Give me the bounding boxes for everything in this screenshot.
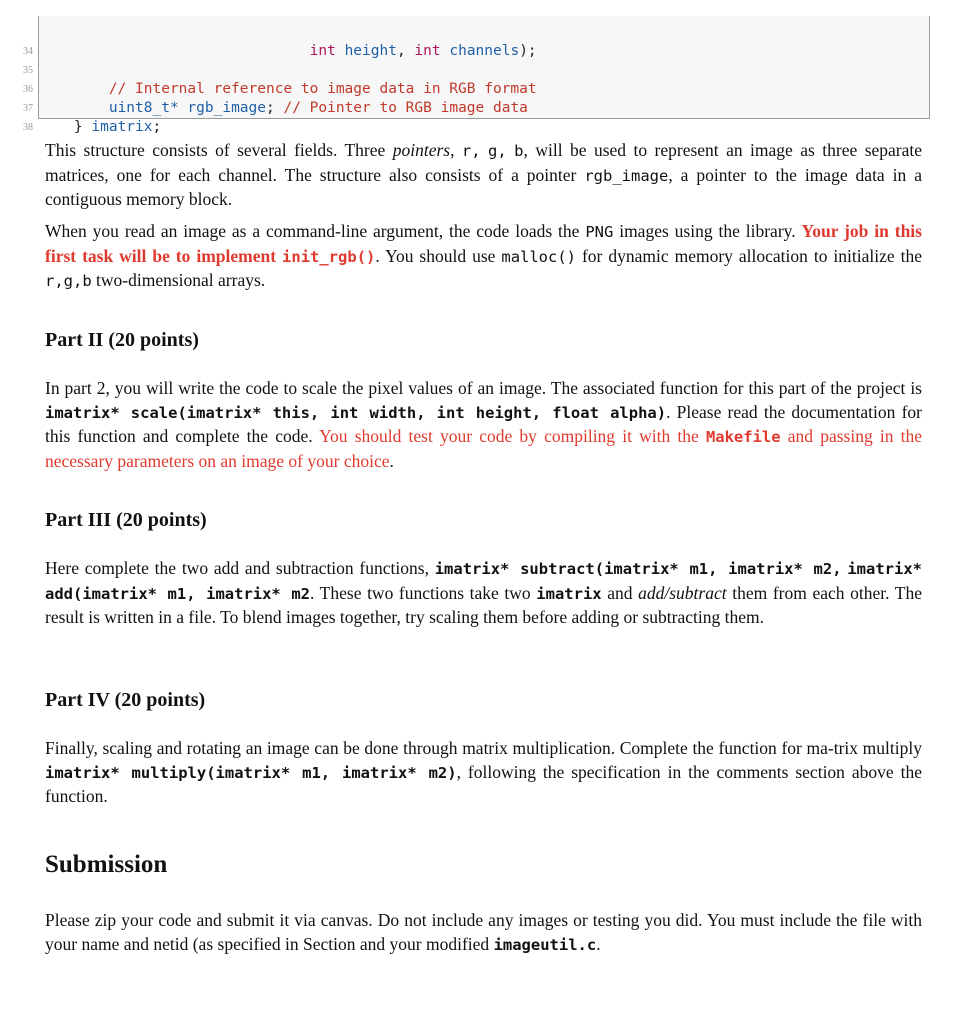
code-makefile: Makefile <box>705 428 781 446</box>
part-3-heading: Part III (20 points) <box>45 509 207 531</box>
emphasis-add-subtract: add/subtract <box>638 582 727 603</box>
text: Please zip your code and submit it via canvas. Do not include any images or testing you did. You must include the file with your name and netid (as specified in Section and your modified <box>45 910 922 954</box>
code-r: r, <box>461 142 481 160</box>
text: two-dimensional arrays. <box>91 270 266 290</box>
code-identifier: imatrix <box>91 119 153 135</box>
code-identifier: channels <box>449 43 520 59</box>
text: , a pointer to the image data in a contiguous memory block. <box>45 164 922 209</box>
text: them from each other. The result is written in a file. To blend images together, try scaling them before adding or subtracting them. <box>45 582 922 627</box>
submission-paragraph <box>45 909 922 957</box>
text: When you read an image as a command-line argument, the code loads the <box>45 221 586 241</box>
text: and <box>601 582 639 603</box>
part-4-heading: Part IV (20 points) <box>45 689 206 711</box>
part-2-heading: Part II (20 points) <box>45 329 199 351</box>
code-g: g, <box>488 142 507 160</box>
text: . Please read the documentation for this function and complete the code. <box>45 401 922 446</box>
code-b: b <box>514 142 524 160</box>
code-punct: ; <box>266 100 275 116</box>
code-brace: } <box>73 119 83 135</box>
structure-description-paragraph <box>45 139 922 212</box>
line-number: 37 <box>23 103 33 114</box>
line-number: 36 <box>23 84 33 95</box>
text: , will be used to represent an image as three separate matrices, one for each channel. The structure also consists of a pointer <box>45 140 923 185</box>
code-keyword: int <box>414 43 441 59</box>
test-highlight: and passing in the necessary parameters on an image of your choice <box>45 426 923 471</box>
submission-heading: Submission <box>45 851 168 878</box>
first-task-paragraph <box>45 220 922 294</box>
task-highlight: Your job in this first task will be to implement <box>45 221 922 266</box>
code-type: uint8_t* <box>108 100 179 116</box>
line-number: 34 <box>23 46 33 57</box>
code-rgb: r,g,b <box>45 272 92 290</box>
code-keyword: int <box>309 43 336 59</box>
code-scale-signature: imatrix* scale(imatrix* this, int width, int height, float alpha) <box>45 403 667 422</box>
text: for dynamic memory allocation to initialize the <box>576 245 922 266</box>
code-comment: // Internal reference to image data in RGB format <box>108 81 537 97</box>
code-punct: ; <box>152 119 162 135</box>
text: In part 2, you will write the code to scale the pixel values of an image. The associated function for this part of the project is <box>45 378 922 398</box>
text: . <box>389 450 394 471</box>
text: , <box>450 140 462 160</box>
code-identifier: rgb_image <box>187 100 266 116</box>
emphasis-pointers: pointers <box>392 140 451 160</box>
part-4-paragraph <box>45 737 922 809</box>
part-2-paragraph <box>45 377 922 473</box>
text: , following the specification in the comments section above the function. <box>45 761 922 806</box>
code-punct: , <box>396 43 406 59</box>
text: Finally, scaling and rotating an image can be done through matrix multiplication. Complete the function for ma-trix multiply <box>45 738 922 758</box>
line-number: 35 <box>23 65 33 76</box>
text: Here complete the two add and subtraction functions, <box>45 558 435 578</box>
text: . You should use <box>375 245 502 266</box>
code-init-rgb: init_rgb() <box>282 247 376 266</box>
code-line-34 <box>23 23 537 59</box>
code-subtract-signature: imatrix* subtract(imatrix* m1, imatrix* m2, <box>434 560 842 578</box>
code-multiply-signature: imatrix* multiply(imatrix* m1, imatrix* m2) <box>45 763 457 782</box>
code-imatrix: imatrix <box>536 584 602 603</box>
code-imageutil-file: imageutil.c <box>493 935 597 954</box>
code-rgb-image: rgb_image <box>584 166 669 185</box>
line-number: 38 <box>23 122 33 133</box>
code-punct: ); <box>519 43 537 59</box>
code-add-signature: imatrix* add(imatrix* m1, imatrix* m2 <box>45 560 922 603</box>
text: images using the library. <box>613 221 802 241</box>
code-listing <box>23 16 930 135</box>
code-comment: // Pointer to RGB image data <box>283 100 528 116</box>
code-malloc: malloc() <box>501 247 577 266</box>
code-png: PNG <box>585 223 614 241</box>
text: . <box>596 933 601 954</box>
part-3-paragraph <box>45 557 922 630</box>
text: . These two functions take two <box>310 582 537 603</box>
text: This structure consists of several fields. Three <box>45 140 393 160</box>
code-identifier: height <box>344 43 397 59</box>
test-highlight: You should test your code by compiling it with the <box>319 426 706 446</box>
